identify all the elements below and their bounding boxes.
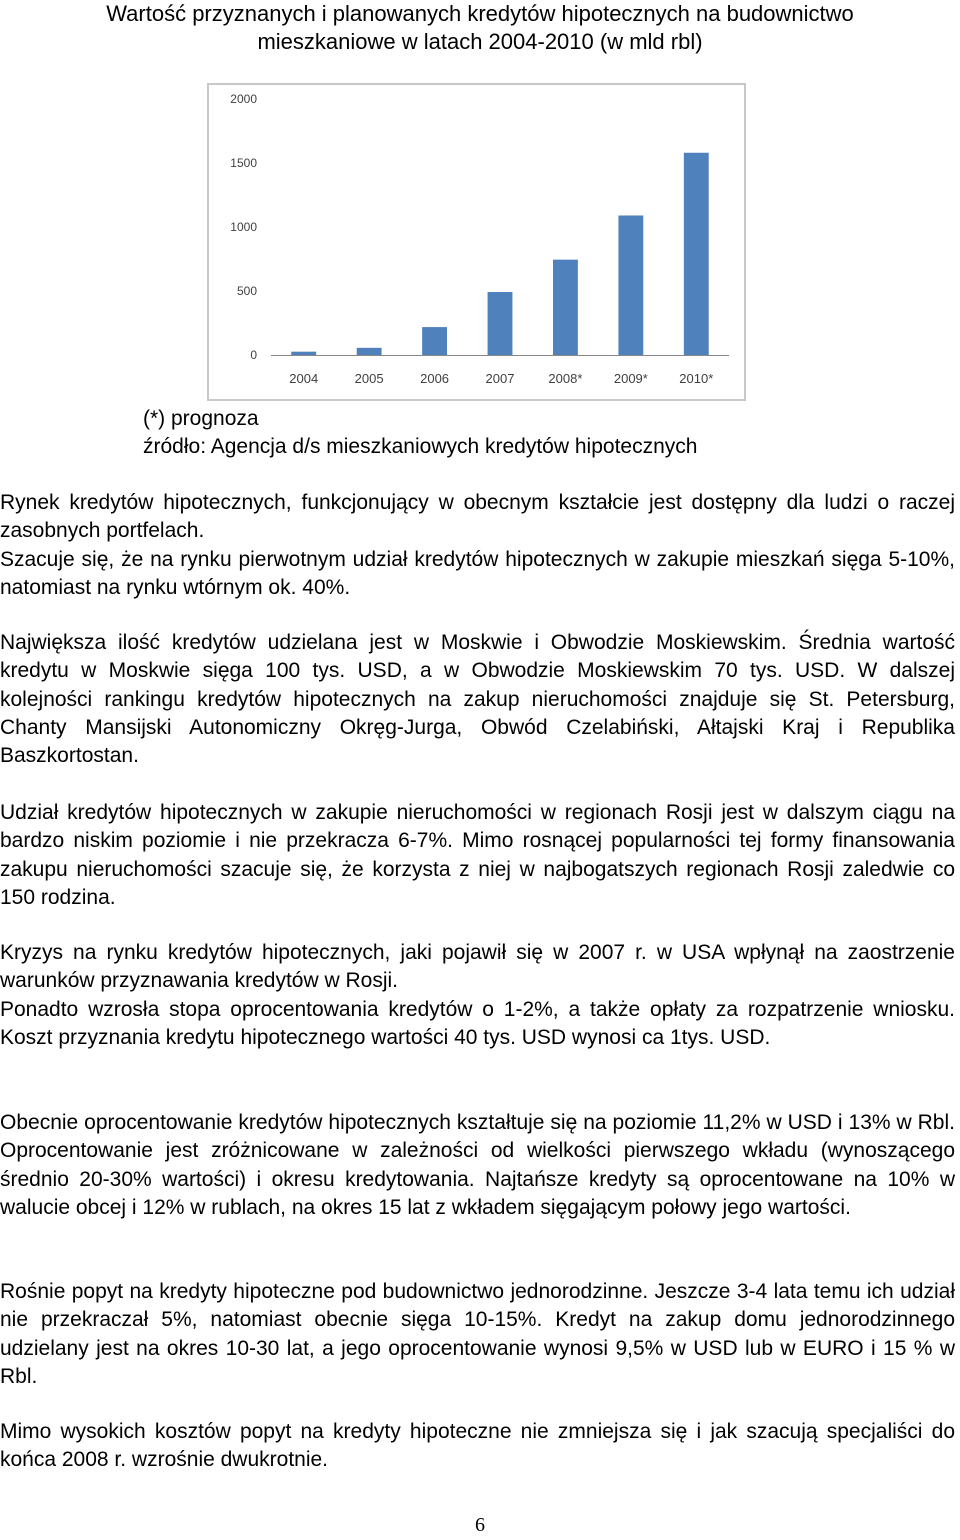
page-number: 6 (475, 1514, 485, 1536)
paragraph-4-line-2: Ponadto wzrosła stopa oprocentowania kredytów o 1-2%, a także opłaty za rozpatrzenie wniosku. Koszt przyznania kredytu hipotecznego wartości 40 tys. USD wynosi ca 1tys. USD. (0, 997, 955, 1049)
page-title (0, 0, 960, 56)
paragraph-6-text: Rośnie popyt na kredyty hipoteczne pod budownictwo jednorodzinne. Jeszcze 3-4 lata temu ich udział nie przekraczał 5%, natomiast obecnie sięga 10-15%. Kredyt na zakup domu jednorodzinnego udzielany jest na okres 10-30 lat, a jego oprocentowanie wynosi 9,5% w USD lub w EURO i 15 % w Rbl. (0, 1280, 955, 1388)
y-tick-label: 0 (250, 348, 257, 362)
bar-2007 (488, 292, 513, 355)
paragraph-1 (0, 489, 955, 602)
x-tick-label: 2004 (289, 371, 319, 386)
x-tick-label: 2009* (613, 371, 648, 386)
x-tick-label: 2006 (420, 371, 450, 386)
bar-2010-forecast (684, 153, 709, 355)
paragraph-3 (0, 799, 955, 912)
y-tick-label: 1000 (230, 220, 257, 234)
paragraph-4 (0, 939, 955, 1052)
paragraph-2 (0, 629, 955, 770)
bar-chart (207, 83, 746, 401)
paragraph-1-line-1: Rynek kredytów hipotecznych, funkcjonujący w obecnym kształcie jest dostępny dla ludzi o raczej zasobnych portfelach. (0, 491, 955, 543)
y-tick-label: 2000 (230, 92, 257, 106)
bar-2005 (357, 348, 382, 355)
y-tick-label: 500 (236, 284, 257, 298)
paragraph-4-line-1: Kryzys na rynku kredytów hipotecznych, jaki pojawił się w 2007 r. w USA wpłynął na zaostrzenie warunków przyznawania kredytów w Rosji. (0, 941, 955, 993)
bar-2004 (291, 352, 316, 355)
bar-2006 (422, 327, 447, 355)
title-line-1: Wartość przyznanych i planowanych kredytów hipotecznych na budownictwo (106, 1, 854, 26)
bar-2008-forecast (553, 260, 578, 355)
paragraph-7 (0, 1418, 955, 1475)
title-line-2: mieszkaniowe w latach 2004-2010 (w mld rbl) (257, 29, 703, 54)
x-tick-label: 2005 (354, 371, 384, 386)
x-tick-label: 2008* (548, 371, 583, 386)
paragraph-3-text: Udział kredytów hipotecznych w zakupie nieruchomości w regionach Rosji jest w dalszym ciągu na bardzo niskim poziomie i nie przekracza 6-7%. Mimo rosnącej popularności tej formy finansowania zakupu nieruchomości szacuje się, że korzysta z niej w najbogatszych regionach Rosji zaledwie co 150 rodzina. (0, 801, 955, 909)
y-tick-label: 1500 (230, 156, 257, 170)
source-note: źródło: Agencja d/s mieszkaniowych kredytów hipotecznych (143, 435, 698, 458)
x-tick-label: 2007 (485, 371, 515, 386)
bar-2009-forecast (618, 215, 643, 355)
paragraph-1-line-2: Szacuje się, że na rynku pierwotnym udział kredytów hipotecznych w zakupie mieszkań sięga 5-10%, natomiast na rynku wtórnym ok. 40%. (0, 547, 955, 599)
chart-svg (209, 85, 744, 399)
paragraph-6 (0, 1278, 955, 1391)
forecast-note: (*) prognoza (143, 407, 259, 430)
paragraph-5 (0, 1109, 955, 1222)
paragraph-5-text: Obecnie oprocentowanie kredytów hipotecznych kształtuje się na poziomie 11,2% w USD i 13% w Rbl. Oprocentowanie jest zróżnicowane w zależności od wielkości pierwszego wkładu (wynoszącego średnio 20-30% wartości) i okresu kredytowania. Najtańsze kredyty są oprocentowane na 10% w walucie obcej i 12% w rublach, na okres 15 lat z wkładem sięgającym połowy jego wartości. (0, 1111, 955, 1219)
paragraph-2-text: Największa ilość kredytów udzielana jest w Moskwie i Obwodzie Moskiewskim. Średnia wartość kredytu w Moskwie sięga 100 tys. USD, a w Obwodzie Moskiewskim 70 tys. USD. W dalszej kolejności rankingu kredytów hipotecznych na zakup nieruchomości znajduje się St. Petersburg, Chanty Mansijski Autonomiczny Okręg-Jurga, Obwód Czelabiński, Ałtajski Kraj i Republika Baszkortostan. (0, 631, 955, 768)
paragraph-7-text: Mimo wysokich kosztów popyt na kredyty hipoteczne nie zmniejsza się i jak szacują specjaliści do końca 2008 r. wzrośnie dwukrotnie. (0, 1420, 955, 1472)
x-tick-label: 2010* (679, 371, 714, 386)
